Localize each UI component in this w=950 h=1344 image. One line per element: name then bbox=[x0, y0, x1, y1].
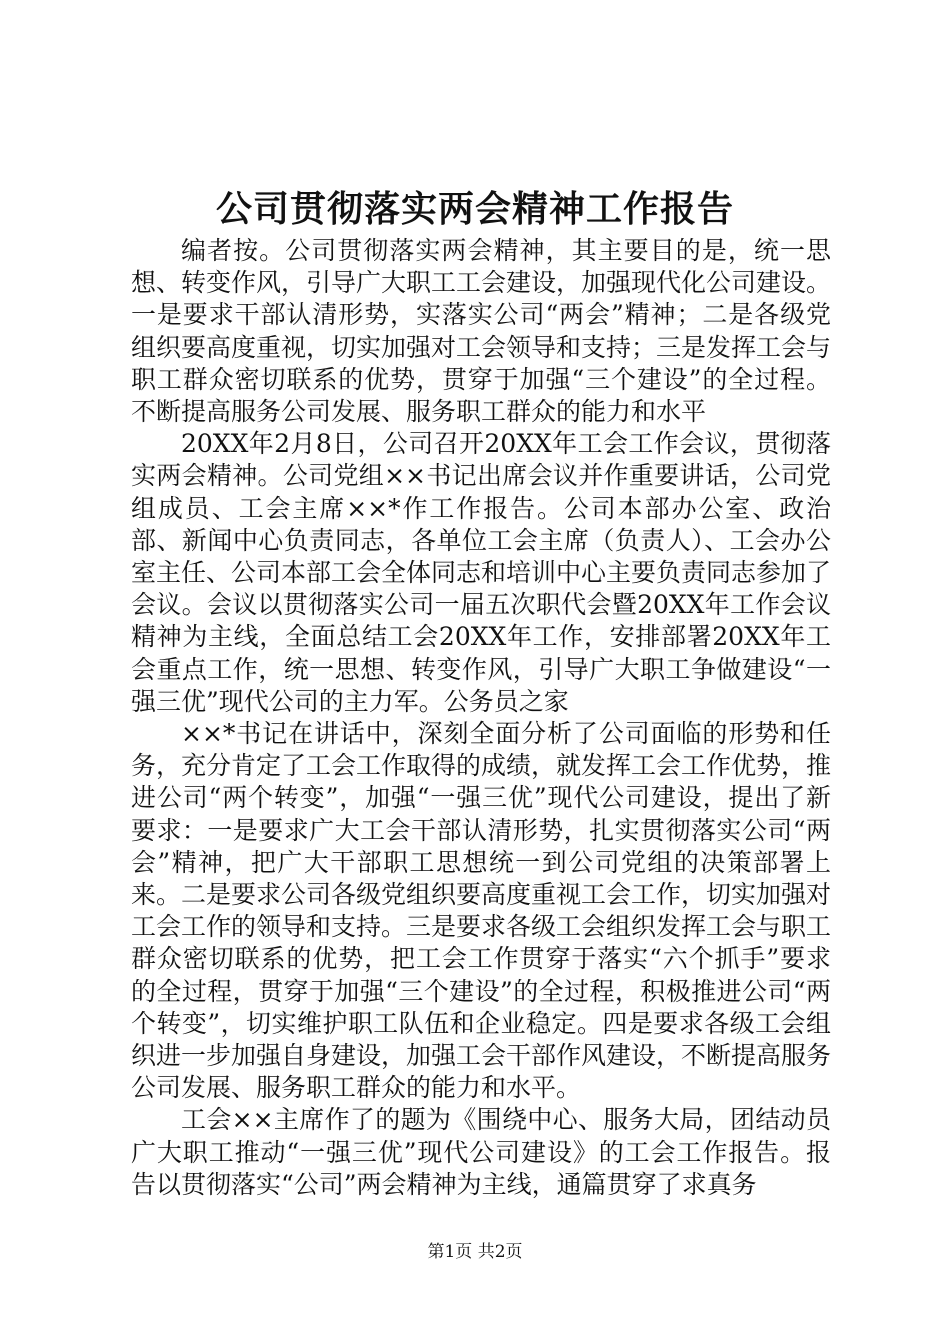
paragraph-report: 工会××主席作了的题为《围绕中心、服务大局，团结动员广大职工推动“一强三优”现代公司建设》的工会工作报告。报告以贯彻落实“公司”两会精神为主线，通篇贯穿了求真务 bbox=[131, 1105, 831, 1199]
paragraph-speech: ××*书记在讲话中，深刻全面分析了公司面临的形势和任务，充分肯定了工会工作取得的成绩，就发挥工会工作优势，推进公司“两个转变”，加强“一强三优”现代公司建设，提出了新要求：一是要求广大工会干部认清形势，扎实贯彻落实公司“两会”精神，把广大干部职工思想统一到公司党组的决策部署上来。二是要求公司各级党组织要高度重视工会工作，切实加强对工会工作的领导和支持。三是要求各级工会组织发挥工会与职工群众密切联系的优势，把工会工作贯穿于落实“六个抓手”要求的全过程，贯穿于加强“三个建设”的全过程，积极推进公司“两个转变”，切实维护职工队伍和企业稳定。四是要求各级工会组织进一步加强自身建设，加强工会干部作风建设，不断提高服务公司发展、服务职工群众的能力和水平。 bbox=[131, 719, 832, 1103]
page-footer: 第1页 共2页 bbox=[427, 1242, 523, 1262]
document-body bbox=[131, 235, 831, 1201]
paragraph-meeting: 20XX年2月8日，公司召开20XX年工会工作会议，贯彻落实两会精神。公司党组××书记出席会议并作重要讲话，公司党组成员、工会主席××*作工作报告。公司本部办公室、政治部、新闻中心负责同志，各单位工会主席（负责人）、工会办公室主任、公司本部工会全体同志和培训中心主要负责同志参加了会议。会议以贯彻落实公司一届五次职代会暨20XX年工作会议精神为主线，全面总结工会20XX年工作，安排部署20XX年工会重点工作，统一思想、转变作风，引导广大职工争做建设“一强三优”现代公司的主力军。公务员之家 bbox=[131, 429, 832, 716]
document-title: 公司贯彻落实两会精神工作报告 bbox=[215, 188, 734, 230]
paragraph-editor-note: 编者按。公司贯彻落实两会精神，其主要目的是，统一思想、转变作风，引导广大职工工会建设，加强现代化公司建设。一是要求干部认清形势，实落实公司“两会”精神；二是各级党组织要高度重视，切实加强对工会领导和支持；三是发挥工会与职工群众密切联系的优势，贯穿于加强“三个建设”的全过程。不断提高服务公司发展、服务职工群众的能力和水平 bbox=[131, 236, 832, 427]
